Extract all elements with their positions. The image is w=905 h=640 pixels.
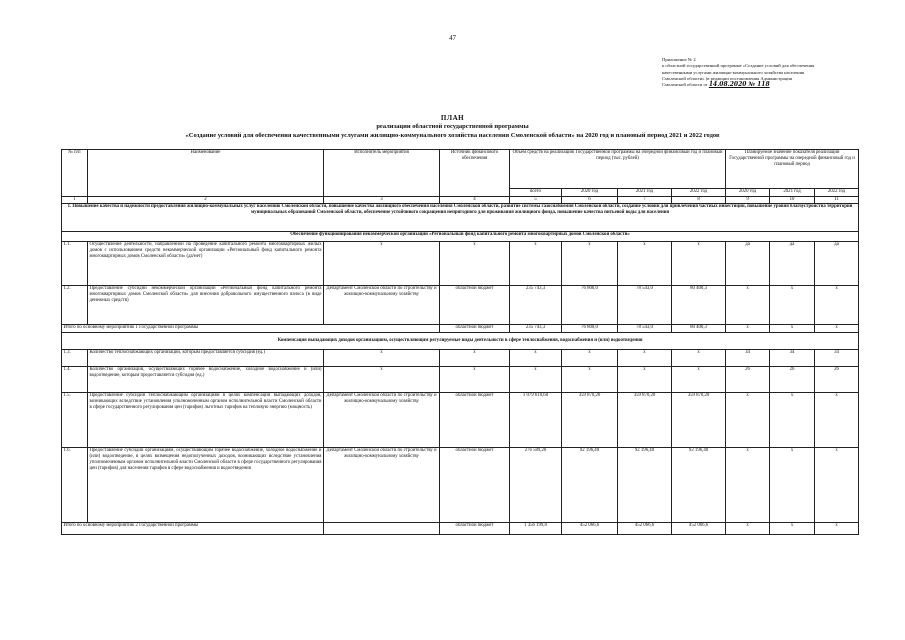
row-2021: 359 870,20 [618, 393, 672, 448]
row-executor: х [324, 350, 440, 367]
header-source: Источник финансового обеспечения [440, 150, 510, 197]
header-2021: 2021 год [618, 189, 672, 197]
appendix-line: качественными услугами жилищно-коммунального хозяйства населения [662, 69, 805, 75]
row-2020: х [562, 350, 618, 367]
section-heading: 1. Повышение качества и надежности предоставления жилищно-коммунальных услуг населению Смоленской области, повышение качества жилищного обеспечения населения Смоленской области, развитие системы газоснабжения Смоленской области, создание условий для привлечения частных инвестиций, повышение уровня благоустройства территорий муниципальных образований Смоленской области, обеспечение устойчивого сокращения непригодного для проживания жилищного фонда, повышение качества питьевой воды для населения [62, 204, 859, 232]
row-ind-2022: х [815, 448, 859, 523]
row-source: х [440, 350, 510, 367]
row-name: Предоставление субсидий теплоснабжающим организациям в целях компенсации выпадающих доходов, возникающих вследствие установления уполномоченным органом исполнительной власти Смоленской области в сфере государственного регулирования цен (тарифов) льготных тарифов на тепловую энергию (мощность) [88, 393, 324, 448]
header-row [62, 150, 859, 189]
header-executor: Исполнитель мероприятия [324, 150, 440, 197]
row-2022: 92 196,40 [672, 448, 726, 523]
row-2021: х [618, 367, 672, 393]
total-ind-2021: х [770, 325, 815, 333]
row-total: 1 079 610,60 [510, 393, 562, 448]
plan-table [61, 149, 859, 535]
total-ind-2021: х [770, 523, 815, 535]
row-ind-2020: х [726, 393, 770, 448]
total-2020: 76 800,0 [562, 325, 618, 333]
row-total: х [510, 367, 562, 393]
handwritten-date: 14.08.2020 № 118 [708, 81, 770, 89]
total-2021: 78 543,0 [618, 325, 672, 333]
row-total: 235 743,3 [510, 286, 562, 325]
header-ind-2020: 2020 год [726, 189, 770, 197]
total-ind-2020: х [726, 523, 770, 535]
row-num: 1.3. [62, 350, 88, 367]
row-num: 1.6. [62, 448, 88, 523]
total-label: Итого по основному мероприятию 2 Государственной программы [62, 523, 324, 535]
total-2020: 452 066,6 [562, 523, 618, 535]
col-number: 1 [62, 197, 88, 204]
total-source: областной бюджет [440, 523, 510, 535]
row-2022: 80 400,3 [672, 286, 726, 325]
row-ind-2020: 34 [726, 350, 770, 367]
total-2022: 80 400,3 [672, 325, 726, 333]
page-number: 47 [449, 34, 456, 42]
row-2022: х [672, 242, 726, 286]
row-total: х [510, 350, 562, 367]
row-ind-2021: х [770, 286, 815, 325]
subsection-row [62, 232, 859, 242]
row-source: х [440, 242, 510, 286]
row-num: 1.1. [62, 242, 88, 286]
row-executor: Департамент Смоленской области по строительству и жилищно-коммунальному хозяйству [324, 286, 440, 325]
appendix-line-text: Смоленской области от [662, 82, 708, 88]
col-number: 11 [815, 197, 859, 204]
program-title: «Создание условий для обеспечения качественными услугами жилищно-коммунального хозяйства населения Смоленской области» на 2020 год и плановый период 2021 и 2022 годов [185, 132, 720, 139]
row-2022: 359 870,20 [672, 393, 726, 448]
header-funds: Объем средств на реализацию Государственной программы на очередной финансовый год и плановый период (тыс. рублей) [510, 150, 726, 189]
header-ind-2022: 2022 год [815, 189, 859, 197]
table-row [62, 242, 859, 286]
row-2021: х [618, 350, 672, 367]
total-2022: 452 066,6 [672, 523, 726, 535]
appendix-line: Смоленской области» (в редакции постановления Администрации [662, 75, 793, 81]
header-num: № п/п [62, 150, 88, 197]
row-source: областной бюджет [440, 448, 510, 523]
header-2022: 2022 год [672, 189, 726, 197]
col-number: 2 [88, 197, 324, 204]
total-ind-2022: х [815, 523, 859, 535]
row-executor: Департамент Смоленской области по строительству и жилищно-коммунальному хозяйству [324, 448, 440, 523]
col-number: 6 [562, 197, 618, 204]
row-2020: 92 196,40 [562, 448, 618, 523]
row-ind-2022: х [815, 393, 859, 448]
header-name: Наименование [88, 150, 324, 197]
col-number: 3 [324, 197, 440, 204]
total-total: 235 743,3 [510, 325, 562, 333]
appendix-line [662, 82, 862, 88]
col-number: 8 [672, 197, 726, 204]
row-executor: х [324, 367, 440, 393]
row-ind-2022: да [815, 242, 859, 286]
row-ind-2021: 26 [770, 367, 815, 393]
total-label: Итого по основному мероприятию 1 Государственной программы [62, 325, 440, 333]
subsection-heading: Обеспечение функционирования некоммерческой организации «Региональный фонд капитального ремонта многоквартирных домов Смоленской области» [62, 232, 859, 242]
header-total: всего [510, 189, 562, 197]
table-row [62, 448, 859, 523]
subsection-heading: Компенсация выпадающих доходов организациям, осуществляющим регулируемые виды деятельности в сфере теплоснабжения, водоснабжения и (или) водоотведения [62, 333, 859, 350]
row-2020: х [562, 367, 618, 393]
header-ind-2021: 2021 год [770, 189, 815, 197]
row-name: Предоставление субсидии некоммерческой организации «Региональный фонд капитального ремонта многоквартирных домов Смоленской области» для внесения добровольного имущественного взноса (в виде денежных средств) [88, 286, 324, 325]
total-source: областной бюджет [440, 325, 510, 333]
row-num: 1.2. [62, 286, 88, 325]
row-ind-2022: х [815, 286, 859, 325]
row-2020: 76 800,0 [562, 286, 618, 325]
header-indicator: Планируемое значение показателя реализации Государственной программы на очередной финансовый год и плановый период [726, 150, 859, 189]
row-ind-2020: х [726, 448, 770, 523]
appendix-line: Приложение № 2 [662, 57, 696, 62]
row-executor: х [324, 242, 440, 286]
col-number: 9 [726, 197, 770, 204]
col-number: 5 [510, 197, 562, 204]
total-row [62, 325, 859, 333]
row-name: Осуществление деятельности, направленной на проведение капитального ремонта многоквартирных жилых домов с использованием средств некоммерческой организации «Региональный фонд капитального ремонта многоквартирных домов Смоленской области» (да/нет) [88, 242, 324, 286]
col-number: 4 [440, 197, 510, 204]
appendix-note [662, 57, 862, 88]
row-2022: х [672, 367, 726, 393]
table-row [62, 393, 859, 448]
total-row [62, 523, 859, 535]
table-row [62, 350, 859, 367]
row-total: х [510, 242, 562, 286]
total-executor-empty [324, 523, 440, 535]
section-row [62, 204, 859, 232]
table-row [62, 286, 859, 325]
header-2020: 2020 год [562, 189, 618, 197]
row-ind-2020: 26 [726, 367, 770, 393]
row-executor: Департамент Смоленской области по строительству и жилищно-коммунальному хозяйству [324, 393, 440, 448]
row-ind-2022: 34 [815, 350, 859, 367]
total-total: 1 356 199,8 [510, 523, 562, 535]
column-number-row [62, 197, 859, 204]
page-title: ПЛАН [440, 114, 465, 122]
row-2020: 359 870,20 [562, 393, 618, 448]
total-ind-2020: х [726, 325, 770, 333]
row-source: х [440, 367, 510, 393]
row-ind-2021: х [770, 393, 815, 448]
total-2021: 452 066,6 [618, 523, 672, 535]
appendix-line: к областной государственной программе «Создание условий для обеспечения [662, 63, 815, 69]
row-2021: 92 196,40 [618, 448, 672, 523]
total-ind-2022: х [815, 325, 859, 333]
row-name: Количество организаций, осуществляющих горячее водоснабжение, холодное водоснабжение и (или) водоотведение, которым предоставляется субсидия (ед.) [88, 367, 324, 393]
col-number: 7 [618, 197, 672, 204]
row-ind-2021: х [770, 448, 815, 523]
row-source: областной бюджет [440, 393, 510, 448]
row-ind-2022: 26 [815, 367, 859, 393]
row-num: 1.5. [62, 393, 88, 448]
row-2020: х [562, 242, 618, 286]
row-2021: х [618, 242, 672, 286]
row-2021: 78 543,0 [618, 286, 672, 325]
row-2022: х [672, 350, 726, 367]
subsection-row [62, 333, 859, 350]
row-ind-2021: 34 [770, 350, 815, 367]
row-total: 276 589,20 [510, 448, 562, 523]
row-ind-2020: х [726, 286, 770, 325]
row-source: областной бюджет [440, 286, 510, 325]
row-ind-2021: да [770, 242, 815, 286]
table-row [62, 367, 859, 393]
col-number: 10 [770, 197, 815, 204]
row-name: Предоставление субсидий организациям, осуществляющим горячее водоснабжение, холодное водоснабжение и (или) водоотведение, в целях возмещения недополученных доходов, возникающих вследствие установления уполномоченным органом исполнительной власти Смоленской области в сфере государственного регулирования цен (тарифов) для населения тарифов в сфере водоснабжения и водоотведения [88, 448, 324, 523]
row-num: 1.4. [62, 367, 88, 393]
page-subtitle: реализации областной государственной программы [376, 123, 529, 130]
row-name: Количество теплоснабжающих организаций, которым предоставляется субсидия (ед.) [88, 350, 324, 367]
row-ind-2020: да [726, 242, 770, 286]
